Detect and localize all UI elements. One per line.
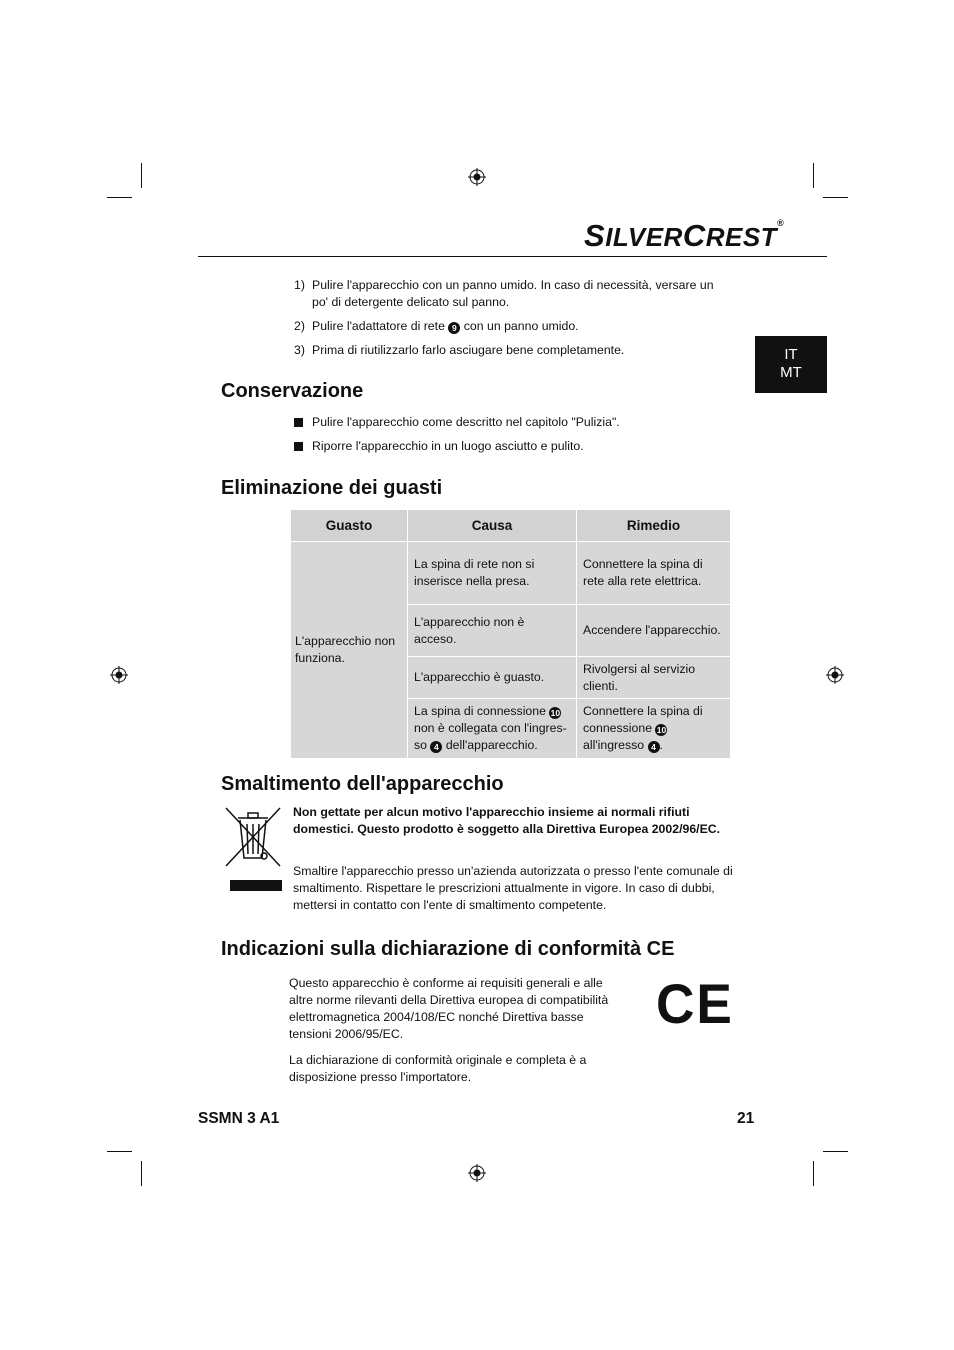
reference-number-icon: 4 xyxy=(648,741,660,753)
disposal-text: Smaltire l'apparecchio presso un'azienda autorizzata o presso l'ente comunale di smaltimento. Rispettare le prescrizioni attualmente in vigore. In caso di dubbi, mettersi in contatto con l'ente di smaltimento competente. xyxy=(293,864,733,912)
table-header-row xyxy=(291,510,731,542)
cause-cell: L'apparecchio non è acceso. xyxy=(408,605,577,657)
section-heading: Conservazione xyxy=(221,380,364,402)
reference-number-icon: 10 xyxy=(656,725,667,735)
language-tab: IT MT xyxy=(755,336,827,393)
registration-mark-icon xyxy=(110,666,128,684)
registration-mark-icon xyxy=(826,666,844,684)
section-heading: Smaltimento dell'apparecchio xyxy=(221,773,504,795)
table-row xyxy=(291,542,731,605)
step-text: Prima di riutilizzarlo farlo asciugare bene completamente. xyxy=(312,343,625,357)
remedy-cell: Accendere l'apparecchio. xyxy=(577,605,731,657)
crop-mark xyxy=(813,163,814,188)
reference-number-icon: 10 xyxy=(550,708,561,718)
bullet-icon xyxy=(294,418,303,427)
conformity-paragraph: Questo apparecchio è conforme ai requisiti generali e alle altre norme rilevanti della Direttiva europea di compatibilità elettromagnetica 2004/108/EC nonché Direttiva basse tensioni 2006/95/EC. xyxy=(289,976,609,1041)
disposal-warning: Non gettate per alcun motivo l'apparecchio insieme ai normali rifiuti domestici. Questo prodotto è soggetto alla Direttiva Europea 2002/96/EC. xyxy=(293,805,721,836)
cause-cell: L'apparecchio è guasto. xyxy=(408,657,577,699)
crop-mark xyxy=(107,197,132,198)
crop-mark xyxy=(141,163,142,188)
model-number: SSMN 3 A1 xyxy=(198,1110,280,1127)
step-number: 3) xyxy=(294,343,305,357)
page-number: 21 xyxy=(737,1110,755,1127)
bullet-text: Riporre l'apparecchio in un luogo asciutto e pulito. xyxy=(312,439,584,453)
section-heading: Indicazioni sulla dichiarazione di conformità CE xyxy=(221,938,675,960)
registration-mark-icon xyxy=(468,168,486,186)
step-text: Pulire l'adattatore di rete 9 con un panno umido. xyxy=(312,319,579,333)
step-number: 1) xyxy=(294,278,305,292)
step-text: Pulire l'apparecchio con un panno umido. In caso di necessità, versare un po' di detergente delicato sul panno. xyxy=(312,278,714,309)
crop-mark xyxy=(823,1151,848,1152)
fault-cell: L'apparecchio non funziona. xyxy=(291,542,408,759)
bullet-icon xyxy=(294,442,303,451)
conformity-paragraph: La dichiarazione di conformità originale e completa è a disposizione presso l'importatore. xyxy=(289,1053,587,1084)
crop-mark xyxy=(813,1161,814,1186)
column-header: Guasto xyxy=(291,510,408,542)
column-header: Causa xyxy=(408,510,577,542)
crop-mark xyxy=(823,197,848,198)
reference-number-icon: 4 xyxy=(430,741,442,753)
troubleshooting-table xyxy=(290,510,731,759)
section-heading: Eliminazione dei guasti xyxy=(221,477,443,499)
crop-mark xyxy=(141,1161,142,1186)
remedy-cell: Rivolgersi al servizio clienti. xyxy=(577,657,731,699)
crop-mark xyxy=(107,1151,132,1152)
reference-number-icon: 9 xyxy=(448,322,460,334)
crossed-out-bin-icon xyxy=(222,804,284,894)
bullet-text: Pulire l'apparecchio come descritto nel capitolo "Pulizia". xyxy=(312,415,620,429)
cause-cell: La spina di rete non si inserisce nella presa. xyxy=(408,542,577,605)
header-rule xyxy=(198,256,827,257)
ce-mark-icon: CE xyxy=(656,972,734,1035)
registration-mark-icon xyxy=(468,1164,486,1182)
remedy-cell: Connettere la spina di connessione 10 all'ingresso 4 . xyxy=(577,699,731,759)
brand-logo: SILVERCREST® xyxy=(584,218,785,253)
step-number: 2) xyxy=(294,319,305,333)
remedy-cell: Connettere la spina di rete alla rete elettrica. xyxy=(577,542,731,605)
column-header: Rimedio xyxy=(577,510,731,542)
cause-cell: La spina di connessione 10 non è collegata con l'ingres-so 4 dell'apparecchio. xyxy=(408,699,577,759)
